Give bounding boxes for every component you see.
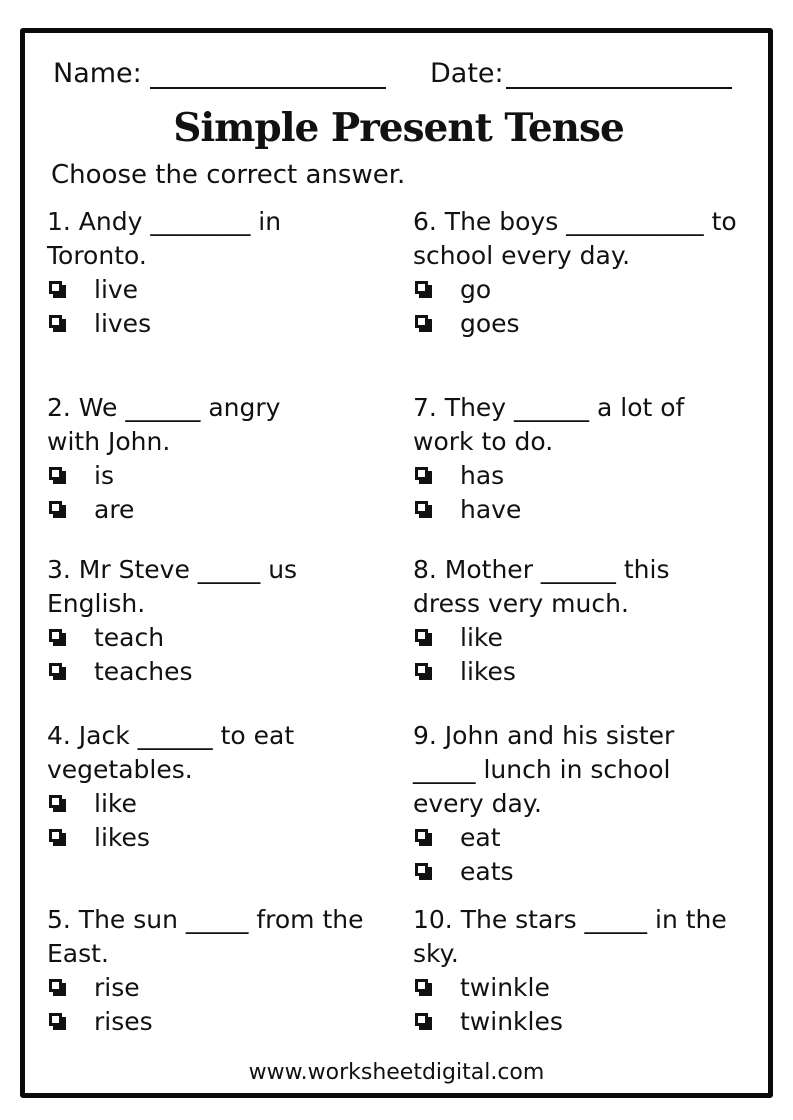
option-label: likes [94,823,150,852]
question-10 [413,903,750,1039]
question-text: sky. [413,939,459,968]
question-5 [47,903,413,1039]
option-row [413,307,750,341]
date-field [430,59,732,89]
checkbox-icon[interactable] [415,281,428,294]
option-label: twinkle [460,973,550,1002]
question-text: 6. The boys ___________ to [413,207,737,236]
question-2 [47,391,413,527]
option-label: has [460,461,505,490]
page-title: Simple Present Tense [173,105,624,151]
question-text: Toronto. [47,241,147,270]
option-row [47,621,413,655]
footer-url: www.worksheetdigital.com [248,1060,545,1085]
option-row [413,621,750,655]
option-row [413,821,750,855]
option-row [47,493,413,527]
question-text: 4. Jack ______ to eat [47,721,295,750]
option-label: twinkles [460,1007,563,1036]
option-row [413,1005,750,1039]
question-3 [47,553,413,689]
option-row [413,855,750,889]
questions-grid [47,205,750,1039]
option-row [47,1005,413,1039]
checkbox-icon[interactable] [49,663,62,676]
option-label: are [94,495,135,524]
header-row [47,53,750,89]
checkbox-icon[interactable] [49,501,62,514]
option-label: go [460,275,492,304]
checkbox-icon[interactable] [415,467,428,480]
checkbox-icon[interactable] [49,281,62,294]
option-label: is [94,461,114,490]
question-text: 5. The sun _____ from the [47,905,364,934]
name-fill-line[interactable] [150,59,386,89]
question-text: 1. Andy ________ in [47,207,282,236]
checkbox-icon[interactable] [415,629,428,642]
question-text: with John. [47,427,171,456]
checkbox-icon[interactable] [415,315,428,328]
question-8 [413,553,750,689]
question-text: 2. We ______ angry [47,393,281,422]
option-label: eat [460,823,501,852]
name-field [53,59,386,89]
question-6 [413,205,750,341]
checkbox-icon[interactable] [49,1013,62,1026]
question-text: East. [47,939,109,968]
option-label: lives [94,309,152,338]
question-text: every day. [413,789,542,818]
checkbox-icon[interactable] [49,467,62,480]
instruction-text: Choose the correct answer. [51,160,406,190]
worksheet-page [20,28,773,1098]
option-row [413,655,750,689]
option-row [47,459,413,493]
checkbox-icon[interactable] [415,829,428,842]
question-text: vegetables. [47,755,193,784]
option-row [47,655,413,689]
option-row [413,459,750,493]
option-row [47,273,413,307]
option-label: likes [460,657,516,686]
checkbox-icon[interactable] [49,315,62,328]
option-row [47,821,413,855]
question-text: English. [47,589,146,618]
question-text: 7. They ______ a lot of [413,393,685,422]
option-row [47,971,413,1005]
option-label: live [94,275,139,304]
option-label: like [94,789,137,818]
option-row [413,493,750,527]
question-text: dress very much. [413,589,629,618]
question-9 [413,719,750,889]
checkbox-icon[interactable] [415,501,428,514]
date-fill-line[interactable] [506,59,732,89]
question-1 [47,205,413,341]
option-row [47,307,413,341]
question-text: 9. John and his sister [413,721,675,750]
question-text: 3. Mr Steve _____ us [47,555,298,584]
option-label: goes [460,309,520,338]
question-4 [47,719,413,855]
question-text: work to do. [413,427,554,456]
option-row [413,971,750,1005]
checkbox-icon[interactable] [415,863,428,876]
option-label: teaches [94,657,193,686]
question-7 [413,391,750,527]
option-label: have [460,495,522,524]
option-label: teach [94,623,165,652]
question-text: 10. The stars _____ in the [413,905,727,934]
option-label: rise [94,973,140,1002]
option-label: eats [460,857,514,886]
question-text: 8. Mother ______ this [413,555,670,584]
question-text: _____ lunch in school [413,755,671,784]
option-row [47,787,413,821]
checkbox-icon[interactable] [49,795,62,808]
question-text: school every day. [413,241,631,270]
checkbox-icon[interactable] [49,979,62,992]
option-row [413,273,750,307]
option-label: like [460,623,503,652]
option-label: rises [94,1007,153,1036]
name-label: Name: [53,58,142,90]
date-label: Date: [430,58,504,90]
checkbox-icon[interactable] [49,629,62,642]
checkbox-icon[interactable] [415,979,428,992]
checkbox-icon[interactable] [415,1013,428,1026]
checkbox-icon[interactable] [415,663,428,676]
checkbox-icon[interactable] [49,829,62,842]
